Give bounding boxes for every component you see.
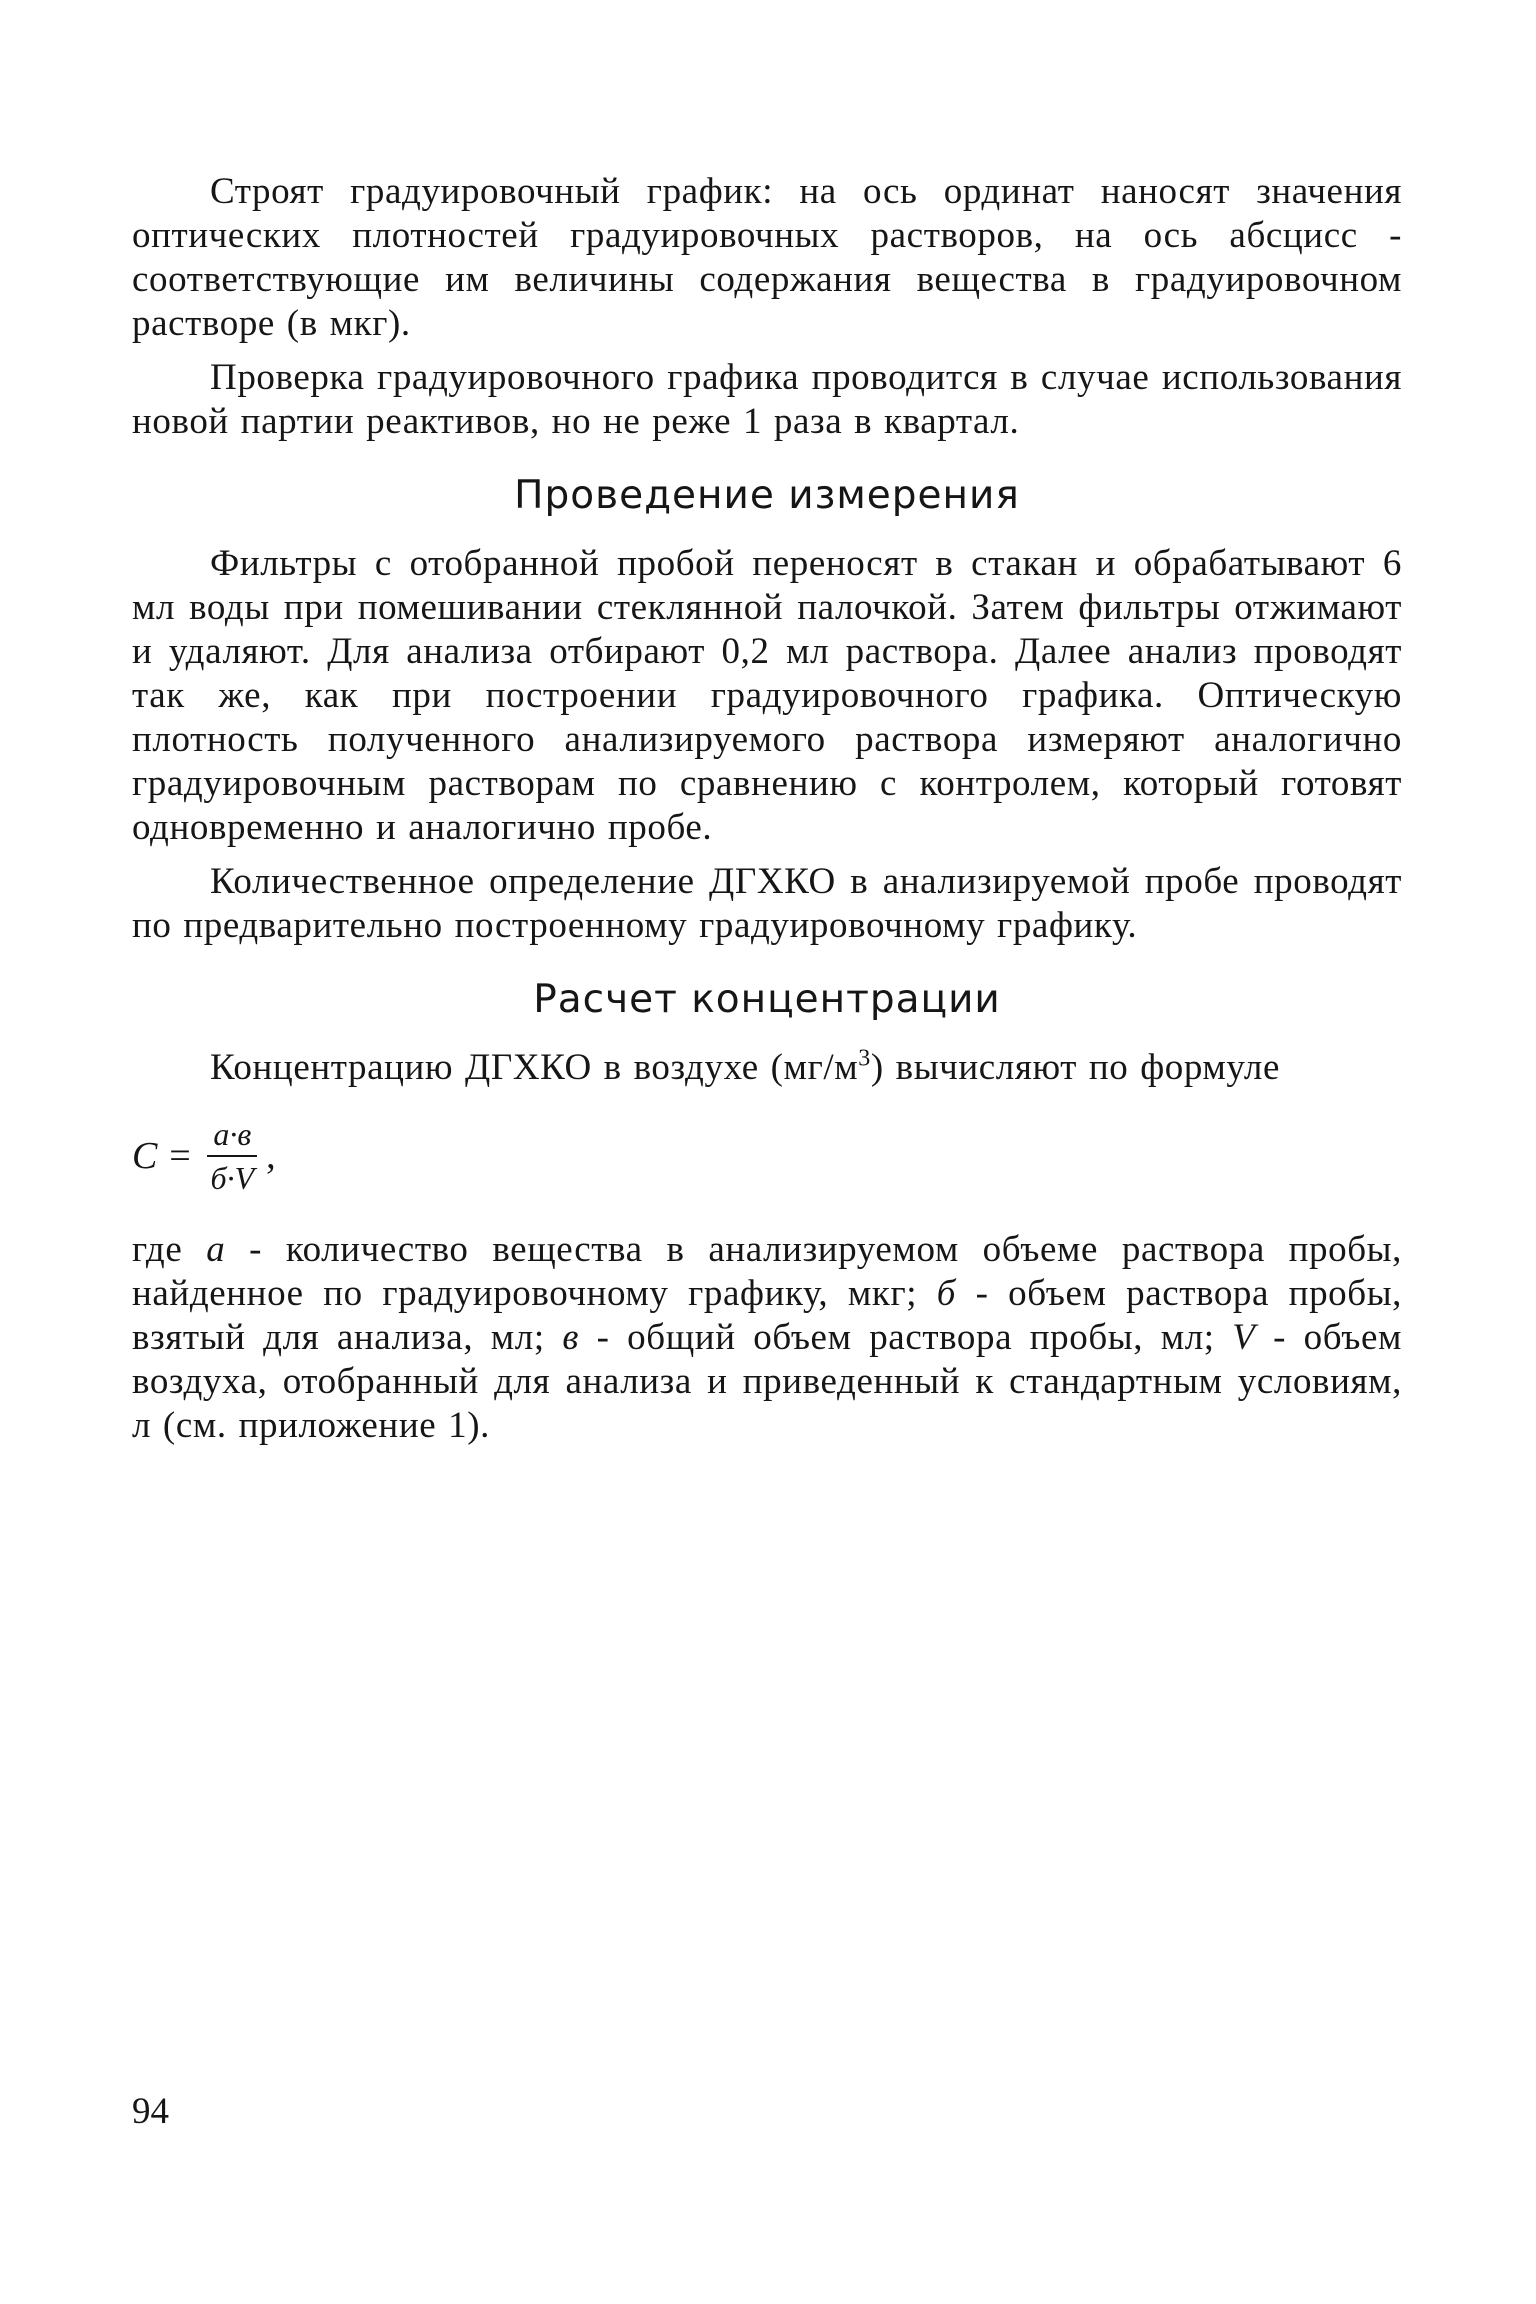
paragraph-variable-definitions [132,1228,1402,1448]
page-number: 94 [132,2091,169,2132]
variable-air-volume: V [1232,1317,1256,1358]
paragraph-graph-check: Проверка градуировочного графика проводится в случае использования новой партии реактивов, но не реже 1 раза в квартал. [132,357,1402,442]
intro-text-end: ) вычисляют по формуле [870,1047,1280,1088]
where-text-5: - объем воздуха, отобранный для анализа и приведенный к стандартным условиям, л (см. приложение 1). [132,1317,1402,1446]
where-text-3: - объем раствора пробы, взятый для анализа, мл; [132,1273,1403,1358]
page-body [132,170,1402,1458]
where-text-4: - общий объем раствора пробы, мл; [579,1317,1233,1358]
paragraph-quantitative-determination: Количественное определение ДГХКО в анализируемой пробе проводят по предварительно построенному градуировочному графику. [132,861,1402,946]
intro-superscript: 3 [858,1045,871,1072]
formula-fraction [205,1115,261,1197]
formula-trailing-comma: , [266,1135,276,1177]
formula-denominator: б·V [210,1160,255,1196]
variable-b: б [936,1273,956,1314]
formula-numerator: a·в [207,1115,257,1157]
where-text-1: где [132,1229,207,1270]
where-text-2: - количество вещества в анализируемом объеме раствора пробы, найденное по градуировочному графику, мкг; [132,1229,1402,1314]
paragraph-concentration-intro [132,1046,1402,1090]
section-title-concentration: Расчет концентрации [533,977,1001,1022]
paragraph-calibration-graph: Строят градуировочный график: на ось ординат наносят значения оптических плотностей градуировочных растворов, на ось абсцисс - соответствующие им величины содержания вещества в градуировочном растворе (в мкг). [132,171,1402,344]
formula-lhs: C = [132,1135,193,1177]
variable-v: в [562,1317,580,1358]
section-title-measurement: Проведение измерения [514,473,1020,518]
variable-a: a [206,1229,226,1270]
intro-text-start: Концентрацию ДГХКО в воздухе (мг/м [210,1047,859,1088]
concentration-formula [132,1108,1402,1204]
paragraph-measurement-procedure: Фильтры с отобранной пробой переносят в стакан и обрабатывают 6 мл воды при помешивании стеклянной палочкой. Затем фильтры отжимают и удаляют. Для анализа отбирают 0,2 мл раствора. Далее анализ проводят так же, как при построении градуировочного графика. Оптическую плотность полученного анализируемого раствора измеряют аналогично градуировочным растворам по сравнению с контролем, который готовят одновременно и аналогично пробе. [132,543,1402,848]
